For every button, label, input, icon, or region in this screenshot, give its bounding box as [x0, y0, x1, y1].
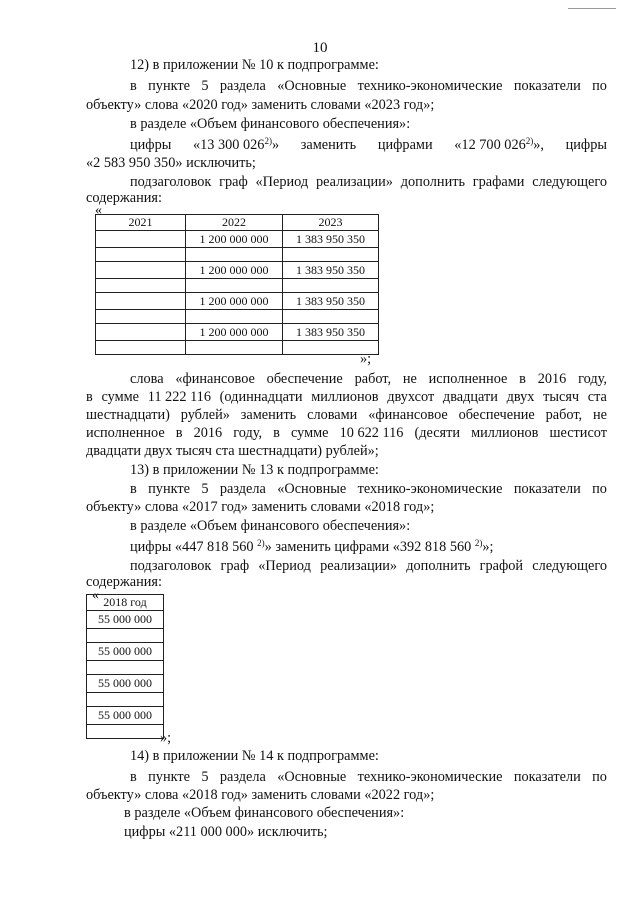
word: ста [587, 389, 607, 405]
word: сумме [290, 425, 329, 441]
table-cell [96, 341, 186, 355]
item-13-line-a [130, 481, 607, 498]
word: исполненное [428, 371, 508, 387]
footnote-ref: 2) [264, 136, 272, 146]
table-row [96, 293, 379, 310]
item-13-line-d [130, 539, 494, 557]
word: году, [578, 371, 607, 387]
word: словами [307, 407, 358, 423]
word: обеспечение [458, 407, 535, 423]
table-cell [283, 310, 379, 324]
word: подзаголовок [130, 174, 212, 190]
quote-close: », [533, 137, 544, 153]
word: в [130, 769, 137, 785]
para-line-3 [86, 407, 607, 424]
column-header-2023: 2023 [283, 215, 379, 231]
word: технико-экономические [357, 769, 503, 785]
table-cell [186, 279, 283, 293]
footnote-ref: 2) [257, 538, 265, 548]
word: не [592, 407, 607, 423]
column-header-2018: 2018 год [87, 595, 164, 611]
table-row [96, 262, 379, 279]
scan-mark [568, 8, 616, 9]
para-line-5: двадцати двух тысяч ста шестнадцати) рублей»; [86, 443, 379, 459]
item-13-line-b: объекту» слова «2017 год» заменить словами «2018 год»; [86, 499, 435, 515]
word: «Основные [277, 769, 347, 785]
open-quote: « [92, 588, 99, 603]
word: граф [220, 558, 250, 574]
word: работ, [354, 371, 392, 387]
item-13-line-f: содержания: [86, 574, 162, 590]
table-cell [96, 279, 186, 293]
item-12-line-a [130, 78, 607, 95]
table-header-row [96, 215, 379, 231]
word: по [592, 481, 607, 497]
table-cell [87, 693, 164, 707]
table-cell: 1 200 000 000 [186, 231, 283, 248]
table-cell: 1 200 000 000 [186, 293, 283, 310]
word [193, 137, 279, 155]
word: дополнить [400, 174, 465, 190]
word: технико-экономические [357, 78, 503, 94]
open-quote: « [95, 203, 102, 218]
word: тысяч [543, 389, 580, 405]
word: в [519, 371, 526, 387]
word: 2016 [537, 371, 567, 387]
word: реализации» [320, 558, 398, 574]
table-cell: 1 383 950 350 [283, 293, 379, 310]
table-row [87, 675, 164, 693]
word [454, 137, 544, 155]
word: не [402, 371, 417, 387]
table-cell [186, 248, 283, 262]
close-quote: »; [360, 351, 372, 367]
column-header-2021: 2021 [96, 215, 186, 231]
table-cell: 55 000 000 [87, 707, 164, 725]
word: «финансовое [368, 407, 448, 423]
word: заменить [300, 137, 357, 153]
word: дополнить [406, 558, 471, 574]
table-row [87, 643, 164, 661]
table-cell: 1 383 950 350 [283, 231, 379, 248]
word: пункте [148, 481, 190, 497]
item-13-heading: 13) в приложении № 13 к подпрограмме: [130, 462, 379, 478]
word: исполненное [86, 425, 165, 441]
word: граф [219, 174, 248, 190]
word: по [592, 78, 607, 94]
table-cell [96, 248, 186, 262]
word: раздела [219, 481, 266, 497]
word: двух [506, 389, 535, 405]
footnote-ref: 2) [525, 136, 534, 146]
word: миллионов [311, 389, 379, 405]
table-cell [283, 248, 379, 262]
word: рублей» [180, 407, 230, 423]
table-row [87, 661, 164, 675]
word: в [86, 389, 93, 405]
word: обеспечение [266, 371, 343, 387]
word: по [592, 769, 607, 785]
word: показатели [513, 78, 581, 94]
word: реализации» [315, 174, 393, 190]
word: «Основные [277, 78, 347, 94]
word: цифрами [377, 137, 433, 153]
word: в [130, 78, 137, 94]
word: пункте [148, 78, 190, 94]
item-12-line-c: в разделе «Объем финансового обеспечения»: [130, 116, 411, 132]
column-header-2022: 2022 [186, 215, 283, 231]
table-row [96, 341, 379, 355]
word: подзаголовок [130, 558, 212, 574]
table-row [96, 231, 379, 248]
item-14-line-c: в разделе «Объем финансового обеспечения»: [124, 805, 405, 821]
table-cell [186, 310, 283, 324]
word: показатели [513, 481, 581, 497]
word: «Основные [277, 481, 347, 497]
word: 5 [201, 481, 209, 497]
table-cell: 1 200 000 000 [186, 262, 283, 279]
table-cell [96, 293, 186, 310]
word: в [130, 481, 137, 497]
word: 11 222 116 [147, 389, 211, 405]
item-12-line-b: объекту» слова «2020 год» заменить словами «2023 год»; [86, 97, 435, 113]
word: в [273, 425, 280, 441]
word: 5 [201, 769, 209, 785]
item-12-line-e: «2 583 950 350» исключить; [86, 155, 256, 171]
item-13-line-e [130, 558, 607, 575]
table-cell [96, 324, 186, 341]
item-12-line-f [130, 174, 607, 191]
table-cell [87, 661, 164, 675]
word: миллионов [471, 425, 539, 441]
table-cell [87, 725, 164, 739]
footnote-ref: 2) [474, 538, 483, 548]
table-row [87, 707, 164, 725]
period-table-2 [86, 594, 164, 739]
word: раздела [219, 769, 266, 785]
table-row [87, 693, 164, 707]
page-number: 10 [312, 40, 328, 56]
table-cell: 55 000 000 [87, 611, 164, 629]
word: цифры [565, 137, 607, 153]
table-cell [87, 629, 164, 643]
item-12-line-g-text: содержания: [86, 190, 162, 206]
table-row [87, 629, 164, 643]
word: следующего [532, 174, 607, 190]
table-cell [96, 262, 186, 279]
word: работ, [545, 407, 583, 423]
item-12-line-d [130, 137, 607, 155]
word: двадцати [442, 389, 498, 405]
text-fragment: » заменить цифрами «392 818 560 [264, 539, 475, 555]
word: заменить [240, 407, 297, 423]
word: показатели [513, 769, 581, 785]
word: (одиннадцати [219, 389, 303, 405]
word: шестисот [549, 425, 607, 441]
word: 10 622 116 [339, 425, 404, 441]
word: 5 [201, 78, 209, 94]
table-cell: 1 200 000 000 [186, 324, 283, 341]
para-line-2 [86, 389, 607, 406]
item-14-line-d: цифры «211 000 000» исключить; [124, 824, 328, 840]
item-14-line-a [130, 769, 607, 786]
word: «финансовое [175, 371, 255, 387]
word: в [175, 425, 183, 441]
table-row [96, 324, 379, 341]
table-cell: 55 000 000 [87, 643, 164, 661]
word: технико-экономические [357, 481, 503, 497]
word: раздела [219, 78, 266, 94]
table-row [87, 611, 164, 629]
amount: «13 300 026 [192, 137, 265, 153]
item-14-heading: 14) в приложении № 14 к подпрограмме: [130, 748, 379, 764]
text-fragment: »; [482, 539, 494, 555]
word: графой [479, 558, 524, 574]
period-table-1 [95, 214, 379, 355]
table-cell [96, 310, 186, 324]
item-13-line-c: в разделе «Объем финансового обеспечения»: [130, 518, 411, 534]
table-cell: 1 383 950 350 [283, 262, 379, 279]
word: следующего [532, 558, 607, 574]
word: году, [233, 425, 263, 441]
word: (десяти [414, 425, 461, 441]
quote-close: » [271, 137, 280, 153]
word: графами [472, 174, 525, 190]
text-fragment: цифры «447 818 560 [130, 539, 258, 555]
table-cell: 55 000 000 [87, 675, 164, 693]
table-row [87, 725, 164, 739]
para-line-1 [130, 371, 607, 388]
item-14-line-b: объекту» слова «2018 год» заменить словами «2022 год»; [86, 787, 435, 803]
para-line-4 [86, 425, 607, 442]
table-cell: 1 383 950 350 [283, 324, 379, 341]
word: «Период [258, 558, 311, 574]
table-row [96, 248, 379, 262]
close-quote: »; [160, 730, 172, 746]
word: сумме [101, 389, 140, 405]
word: пункте [148, 769, 190, 785]
table-cell [283, 279, 379, 293]
word: 2016 [193, 425, 223, 441]
table-cell [96, 231, 186, 248]
table-row [96, 279, 379, 293]
item-12-heading: 12) в приложении № 10 к подпрограмме: [130, 57, 379, 73]
word: цифры [130, 137, 172, 153]
amount: «12 700 026 [454, 137, 526, 153]
table-cell [186, 341, 283, 355]
table-header-row [87, 595, 164, 611]
word: шестнадцати) [86, 407, 170, 423]
word: слова [130, 371, 164, 387]
word: двухсот [387, 389, 435, 405]
table-row [96, 310, 379, 324]
word: «Период [255, 174, 309, 190]
